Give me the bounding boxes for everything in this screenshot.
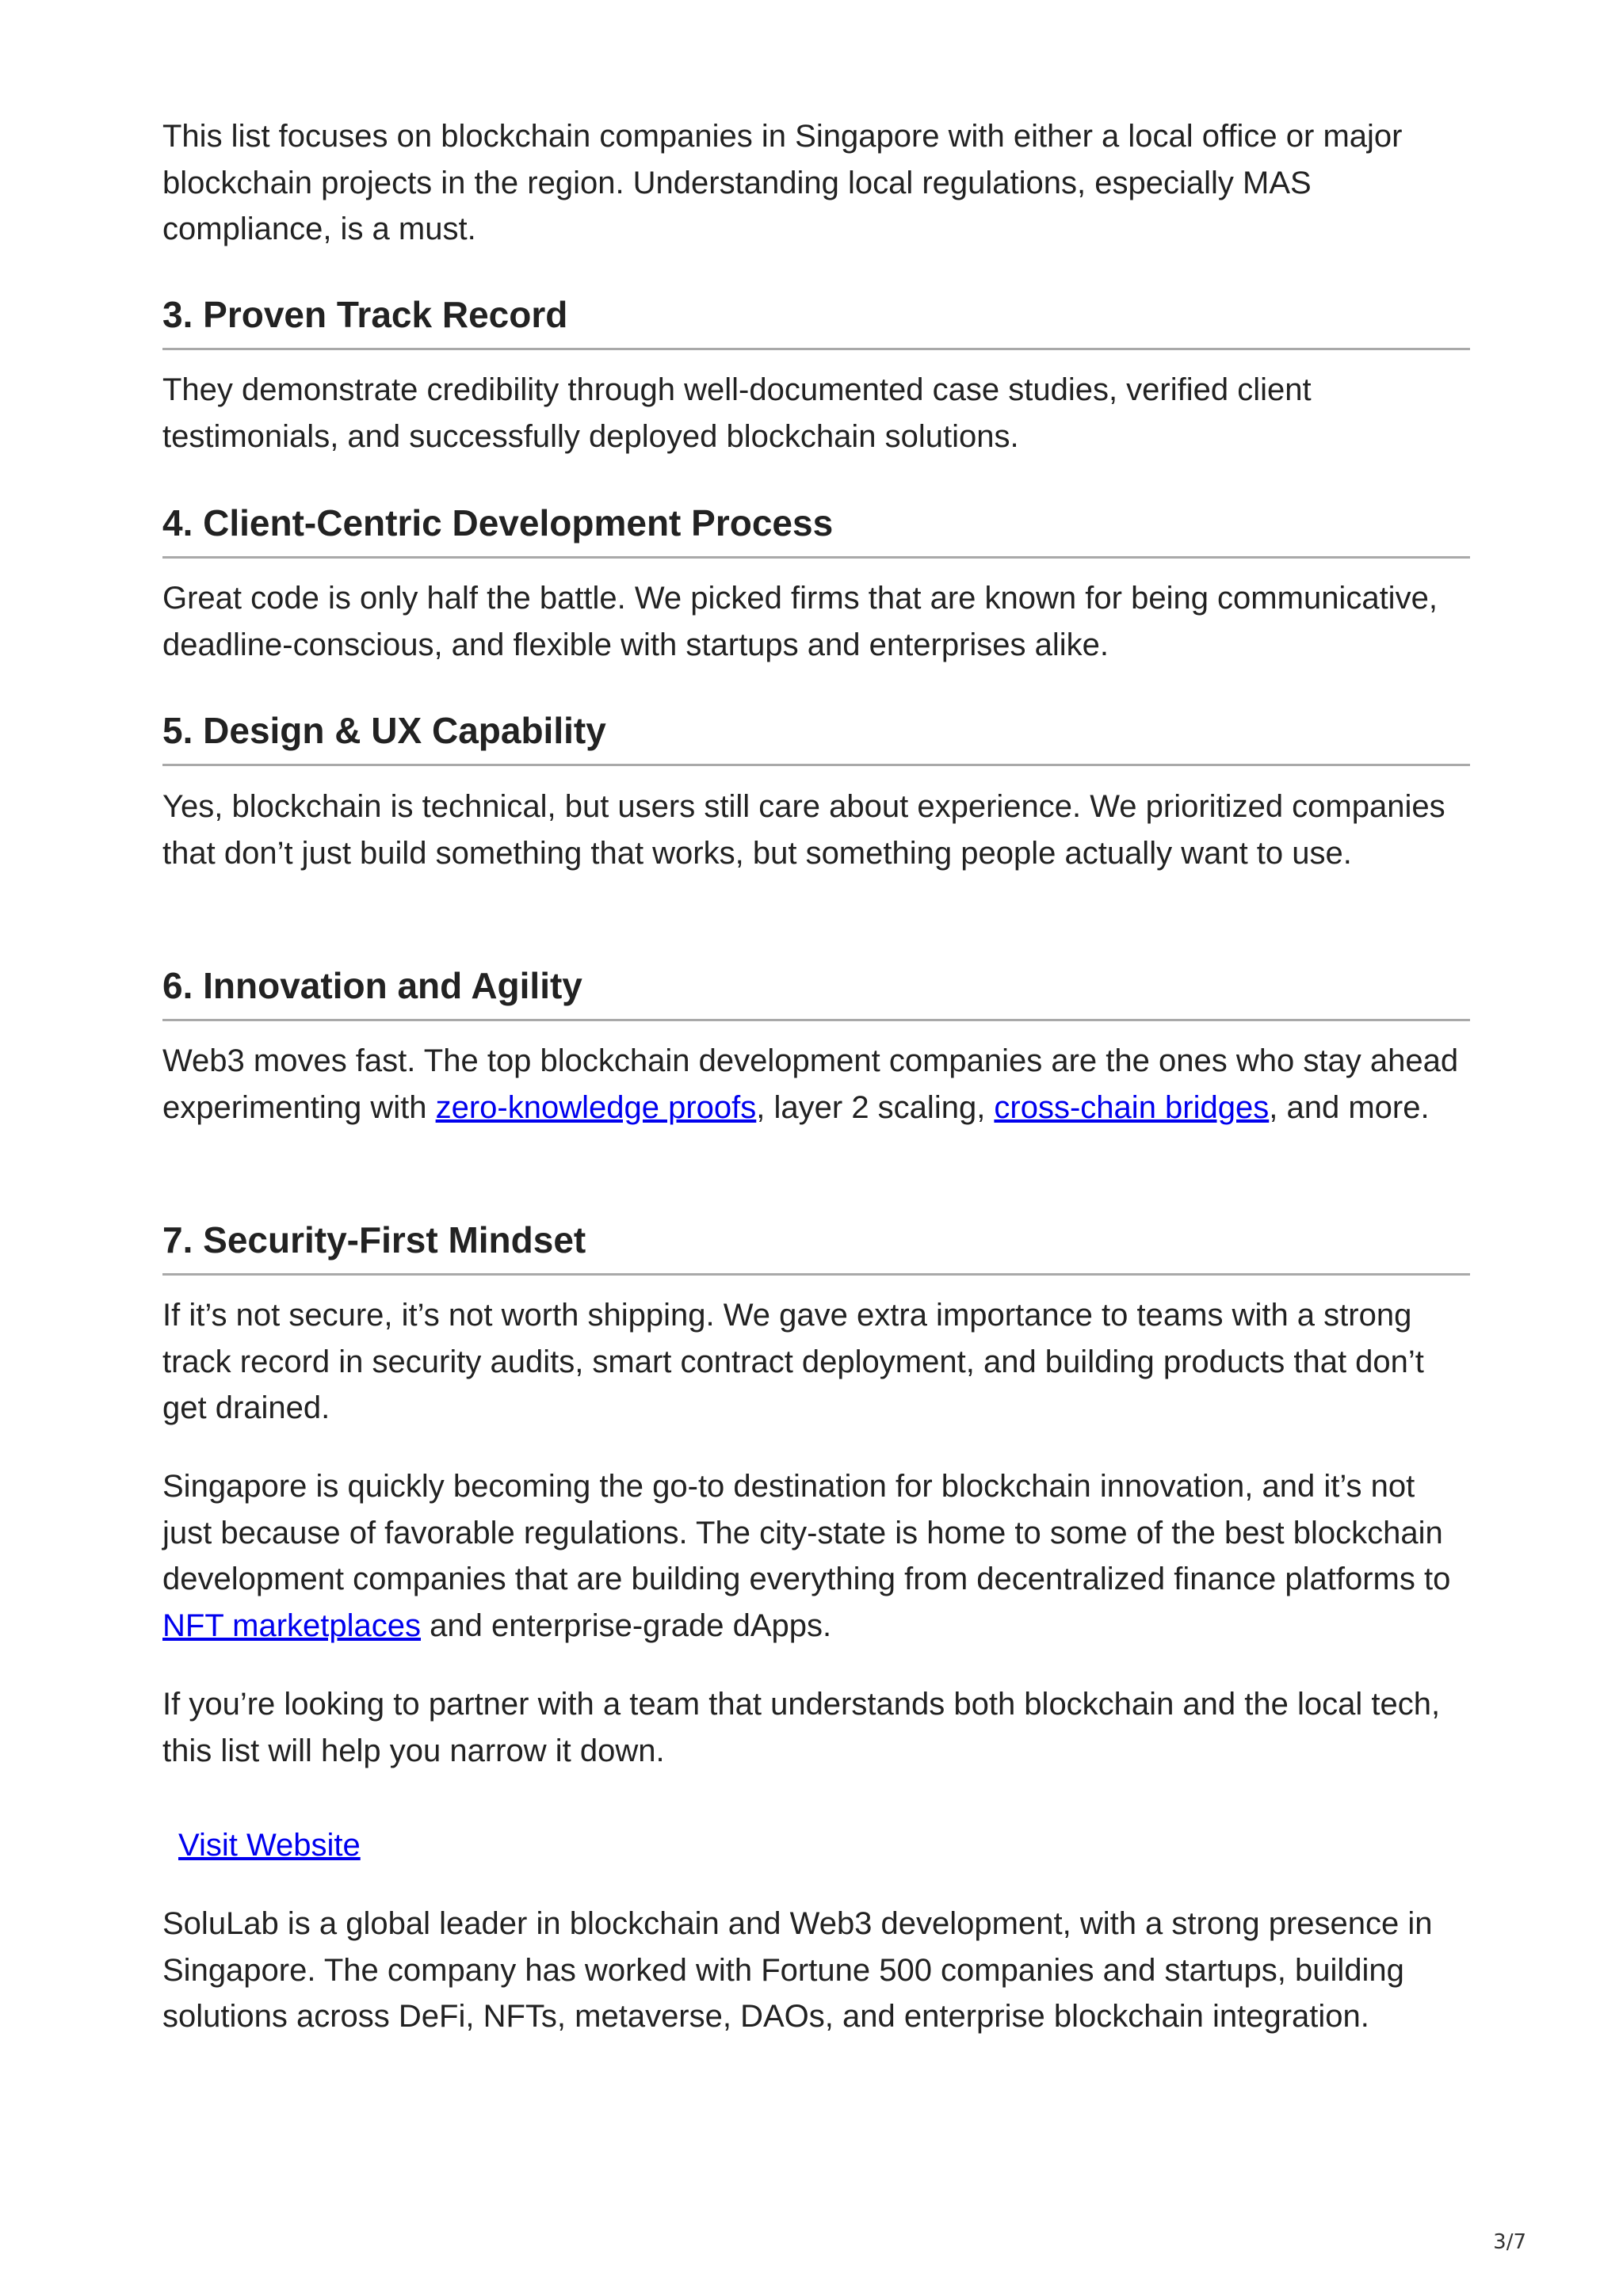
solulab-paragraph: SoluLab is a global leader in blockchain and Web3 development, with a strong presence in Singapore. The company has worked with Fortune 500 companies and startups, building solutions across DeFi, NFTs, metaverse, DAOs, and enterprise blockchain integration. [162,1906,1433,2034]
client-centric-text: Great code is only half the battle. We picked firms that are known for being communicative, deadline-conscious, and flexible with startups and enterprises alike. [162,581,1438,662]
singapore-text-part2: and enterprise-grade dApps. [421,1608,832,1643]
singapore-text-part1: Singapore is quickly becoming the go-to destination for blockchain innovation, and it’s not just because of favorable regulations. The city-state is home to some of the best blockchain development companies that are building everything from decentralized finance platforms to [162,1469,1451,1596]
innovation-text-part2: , layer 2 scaling, [756,1089,995,1125]
heading-security-first: 7. Security-First Mindset [162,1218,1470,1276]
visit-website-line [178,1822,361,1869]
proven-track-record-text: They demonstrate credibility through well-documented case studies, verified client testimonials, and successfully deployed blockchain solutions. [162,372,1312,454]
innovation-text-part3: , and more. [1269,1089,1430,1125]
zero-knowledge-proofs-link[interactable]: zero-knowledge proofs [435,1089,757,1125]
innovation-agility-text [162,1038,1470,1131]
visit-website-link[interactable]: Visit Website [178,1828,361,1863]
intro-paragraph: This list focuses on blockchain companies in Singapore with either a local office or major blockchain projects in the region. Understanding local regulations, especially MAS compliance, is a must. [162,119,1403,246]
innovation-text-part1: Web3 moves fast. The top blockchain development companies are the ones who stay ahead experimenting with [162,1043,1459,1125]
heading-innovation-agility: 6. Innovation and Agility [162,963,1470,1021]
singapore-paragraph [162,1463,1470,1649]
partner-paragraph: If you’re looking to partner with a team that understands both blockchain and the local tech, this list will help you narrow it down. [162,1687,1441,1768]
security-first-text: If it’s not secure, it’s not worth shipping. We gave extra importance to teams with a strong track record in security audits, smart contract deployment, and building products that don’t get drained. [162,1298,1424,1425]
heading-design-ux: 5. Design & UX Capability [162,708,1470,766]
nft-marketplaces-link[interactable]: NFT marketplaces [162,1608,422,1643]
heading-proven-track-record: 3. Proven Track Record [162,292,1470,350]
heading-client-centric: 4. Client-Centric Development Process [162,501,1470,559]
cross-chain-bridges-link[interactable]: cross-chain bridges [994,1089,1270,1125]
design-ux-text: Yes, blockchain is technical, but users still care about experience. We prioritized companies that don’t just build something that works, but something people actually want to use. [162,789,1445,871]
page-number: 3/7 [1493,2230,1526,2254]
